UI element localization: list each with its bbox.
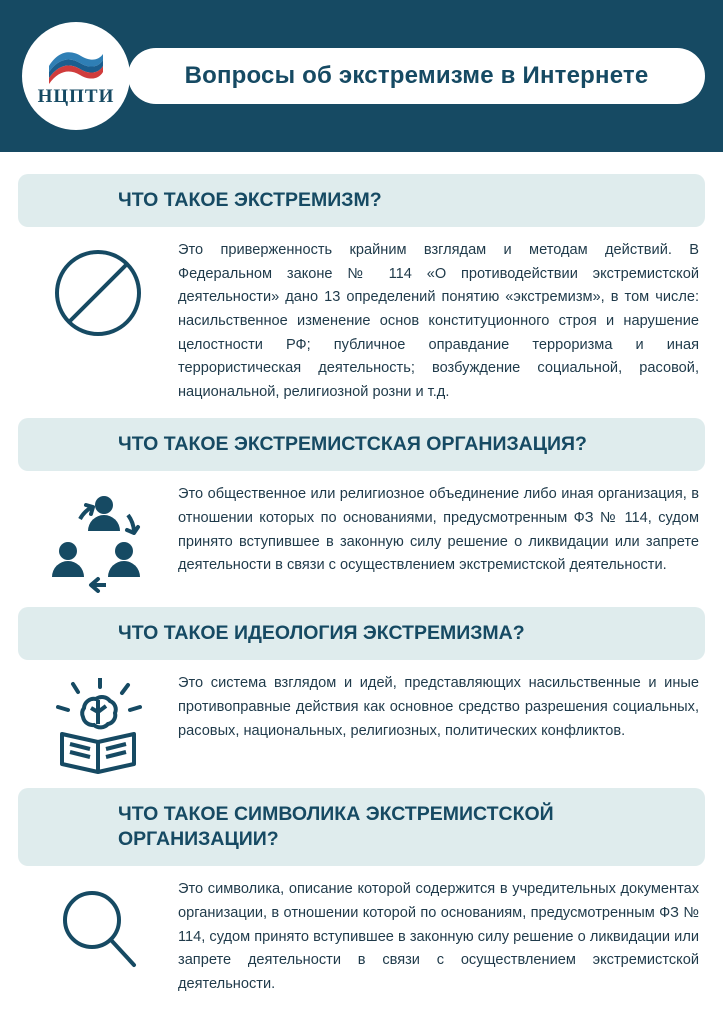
question-banner	[18, 418, 705, 471]
answer-row	[18, 471, 705, 593]
icon-cell	[18, 239, 178, 341]
answer-row	[18, 866, 705, 996]
question-text: ЧТО ТАКОЕ ЭКСТРЕМИЗМ?	[118, 189, 382, 211]
answer-row	[18, 660, 705, 774]
header-title-bar	[128, 48, 705, 104]
section-extremism	[18, 174, 705, 404]
answer-text: Это приверженность крайним взглядам и методам действий. В Федеральном законе № 114 «О противодействии экстремистской деятельности» дано 13 определений понятию «экстремизм», в том числе: насильственное изменение основ конституционного строя и нарушение целостности РФ; публичное оправдание терроризма и иная террористическая деятельность; возбуждение социальной, расовой, национальной, религиозной розни и т.д.	[178, 241, 699, 400]
section-extremism-ideology	[18, 607, 705, 774]
page-title: Вопросы об экстремизме в Интернете	[184, 62, 649, 89]
section-extremist-symbols	[18, 788, 705, 996]
answer-text: Это система взглядом и идей, представляющих насильственные и иные противоправные действия как основное средство разрешения социальных, расовых, национальных, религиозных, политических конфликтов.	[178, 675, 699, 739]
logo	[22, 22, 130, 130]
icon-cell	[18, 878, 178, 976]
logo-text: НЦПТИ	[37, 86, 115, 107]
answer-text: Это общественное или религиозное объединение либо иная организация, в отношении которых по основаниями, предусмотренным ФЗ № 114, судом принято вступившее в законную силу решение о ликвидации или запрете деятельности в связи с осуществлением экстремистской деятельности.	[178, 486, 699, 574]
magnifier-icon	[52, 884, 144, 976]
brain-book-icon	[48, 678, 148, 774]
prohibition-sign-icon	[50, 245, 146, 341]
question-banner	[18, 607, 705, 660]
answer-row	[18, 227, 705, 404]
question-text: ЧТО ТАКОЕ СИМВОЛИКА ЭКСТРЕМИСТСКОЙ ОРГАНИЗАЦИИ?	[118, 803, 554, 851]
section-extremist-organization	[18, 418, 705, 593]
question-text: ЧТО ТАКОЕ ЭКСТРЕМИСТСКАЯ ОРГАНИЗАЦИЯ?	[118, 433, 587, 456]
question-text: ЧТО ТАКОЕ ИДЕОЛОГИЯ ЭКСТРЕМИЗМА?	[118, 622, 525, 645]
flag-ribbon-icon	[45, 44, 107, 84]
question-banner	[18, 788, 705, 866]
page-header	[0, 0, 723, 152]
question-banner	[18, 174, 705, 227]
answer-text: Это символика, описание которой содержится в учредительных документах организации, в отношении которой по основаниям, предусмотренным ФЗ № 114, судом принято вступившее в законную силу решение о ликвидации или запрете деятельности в связи с осуществлением экстремистской деятельности.	[178, 881, 699, 992]
icon-cell	[18, 483, 178, 593]
content-area	[0, 152, 723, 1022]
icon-cell	[18, 672, 178, 774]
group-organization-icon	[46, 489, 150, 593]
